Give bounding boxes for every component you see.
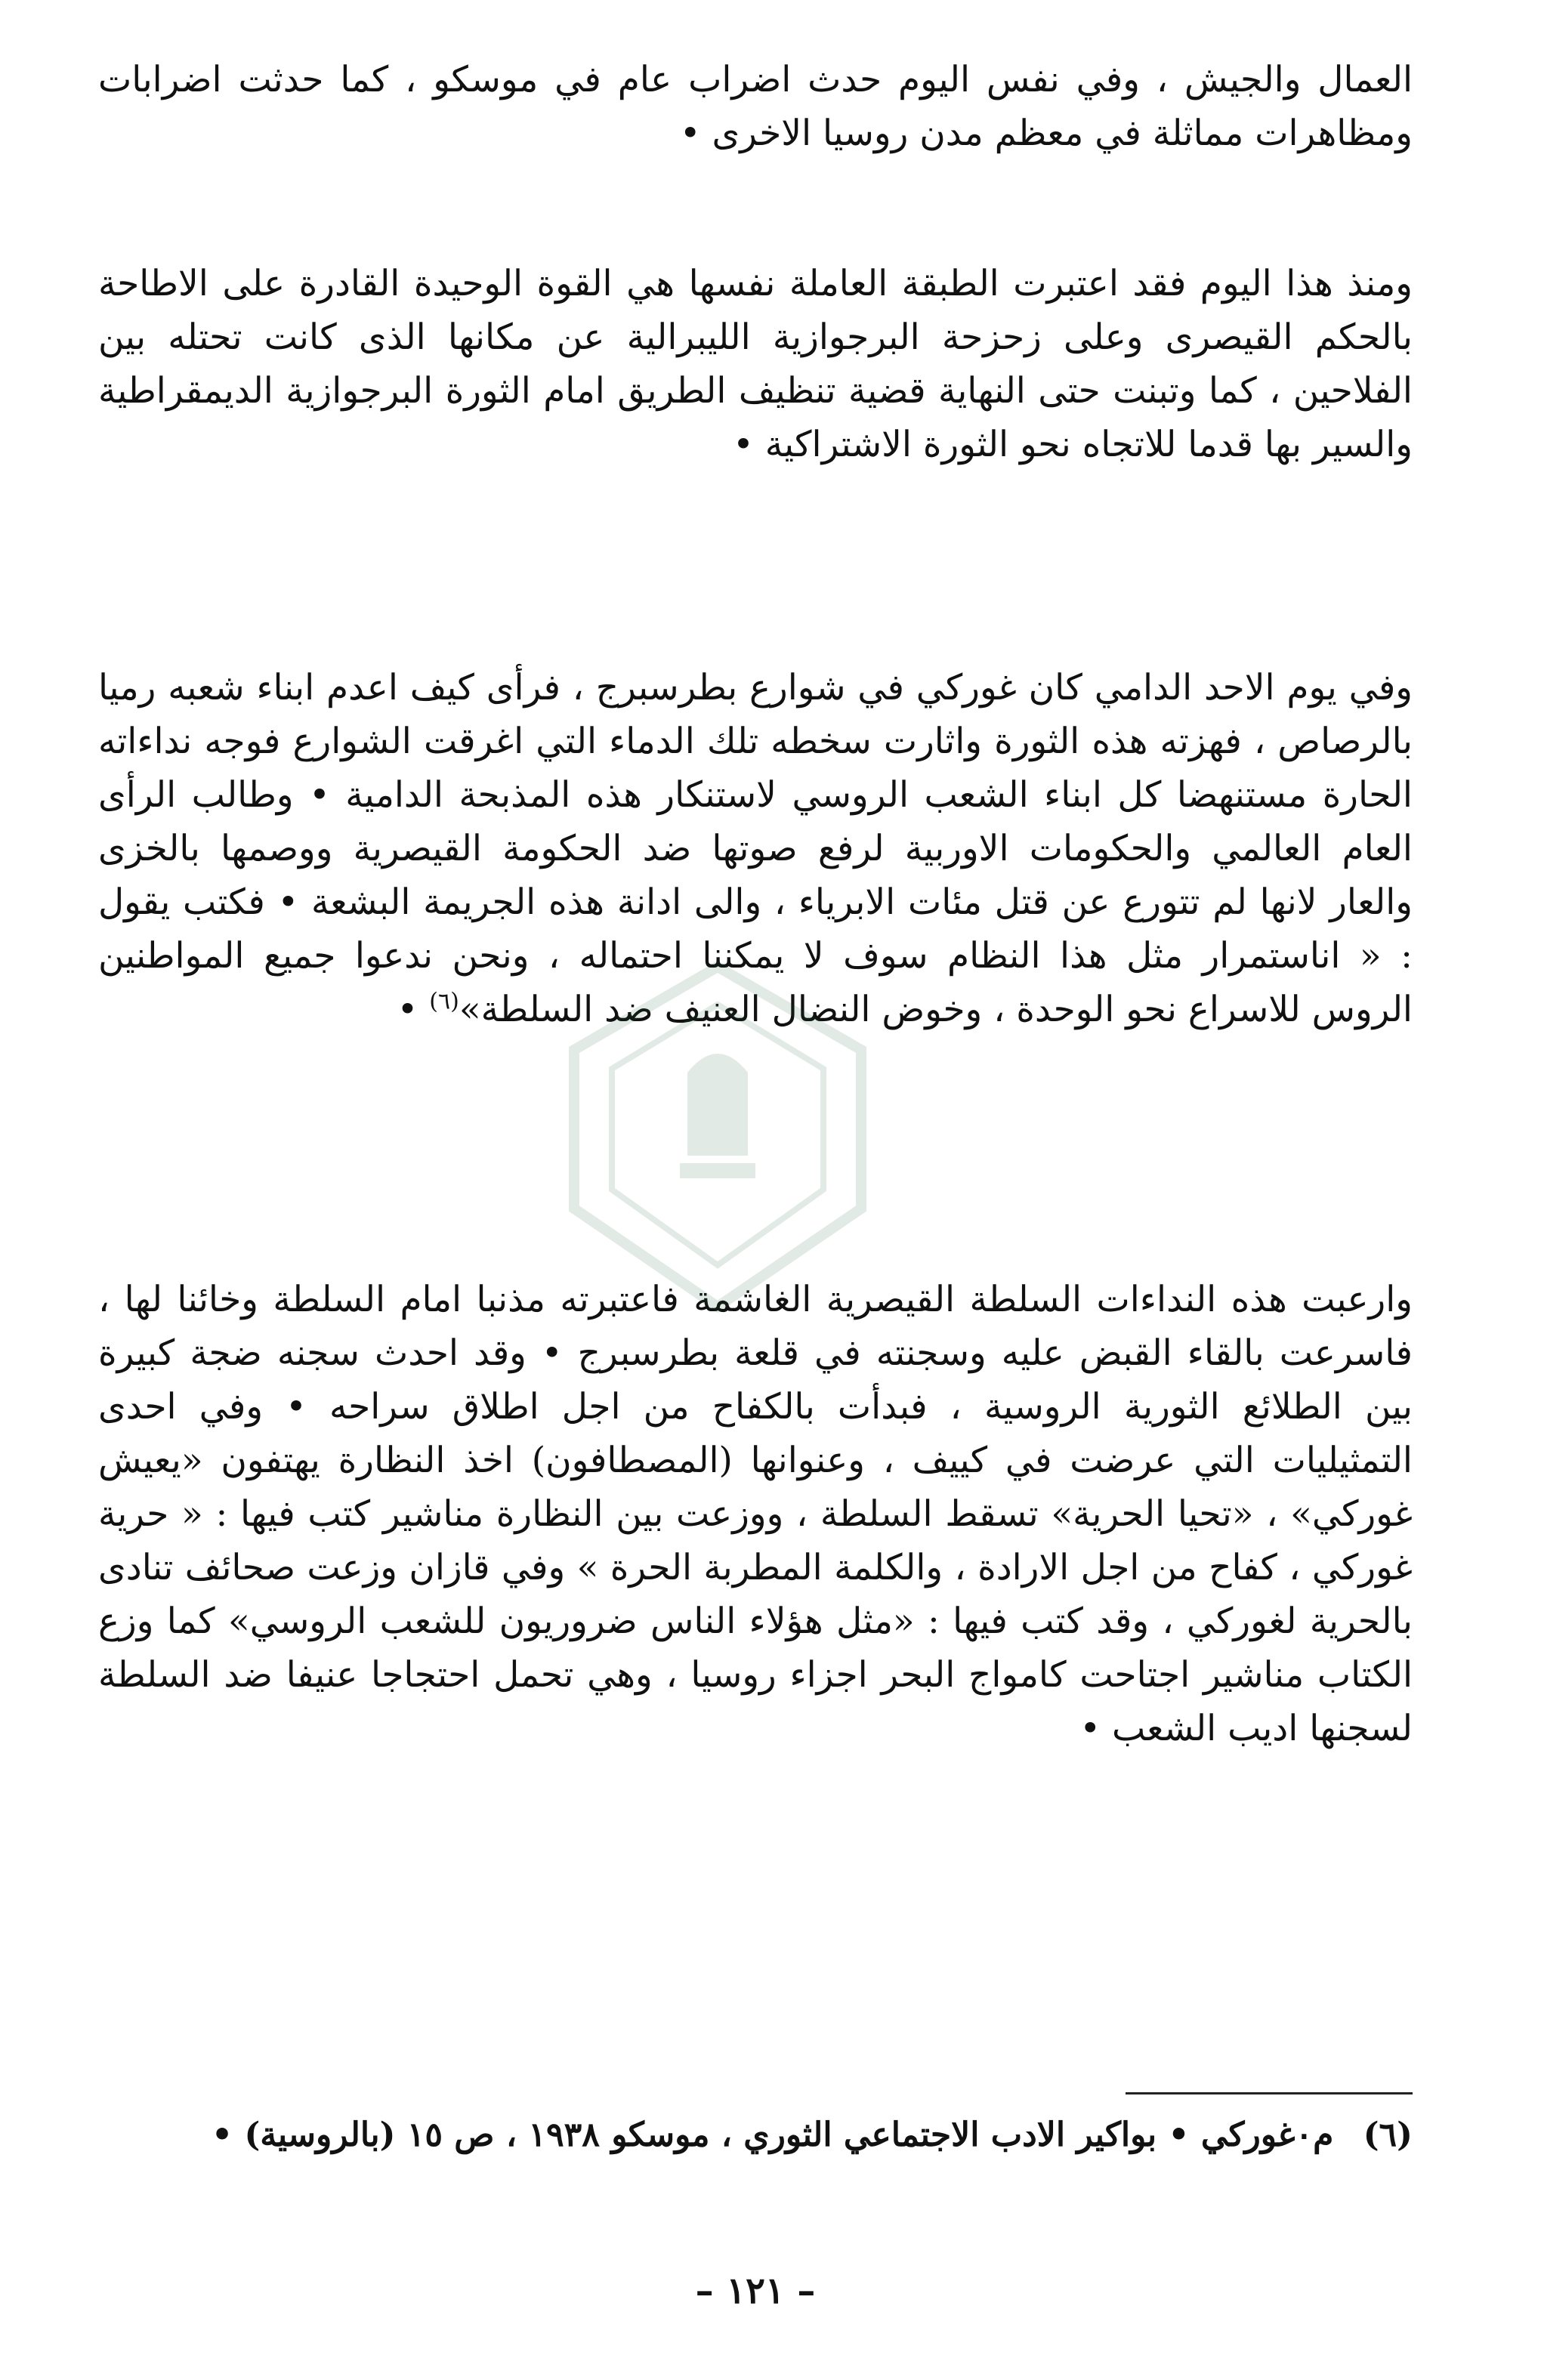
- footnote-number: (٦): [1363, 2116, 1413, 2154]
- page-number: – ١٢١ –: [695, 2270, 816, 2312]
- footnote-reference[interactable]: (٦): [429, 988, 459, 1015]
- paragraph-1: العمال والجيش ، وفي نفس اليوم حدث اضراب عام في موسكو ، كما حدثت اضرابات ومظاهرات مماثلة في معظم مدن روسيا الاخرى •: [98, 59, 1413, 154]
- paragraph-3-end: •: [397, 989, 430, 1030]
- paragraph-2: ومنذ هذا اليوم فقد اعتبرت الطبقة العاملة نفسها هي القوة الوحيدة القادرة على الاطاحة بالحكم القيصرى وعلى زحزحة البرجوازية الليبرالية عن مكانها الذى كانت تحتله بين الفلاحين ، كما وتبنت حتى النهاية قضية تنظيف الطريق امام الثورة البرجوازية الديمقراطية والسير بها قدما للاتجاه نحو الثورة الاشتراكية •: [98, 263, 1413, 465]
- footnote-divider: [1126, 2092, 1413, 2094]
- paragraph-3-text: وفي يوم الاحد الدامي كان غوركي في شوارع بطرسبرج ، فرأى كيف اعدم ابناء شعبه رميا بالرصاص ، فهزته هذه الثورة واثارت سخطه تلك الدماء التي اغرقت الشوارع فوجه نداءاته الحارة مستنهضا كل ابناء الشعب الروسي لاستنكار هذه المذبحة الدامية • وطالب الرأى العام العالمي والحكومات الاوربية لرفع صوتها ضد الحكومة القيصرية ووصمها بالخزى والعار لانها لم تتورع عن قتل مئات الابرياء ، والى ادانة هذه الجريمة البشعة • فكتب يقول : « اناستمرار مثل هذا النظام سوف لا يمكننا احتماله ، ونحن ندعوا جميع المواطنين الروس للاسراع نحو الوحدة ، وخوض النضال العنيف ضد السلطة»: [98, 667, 1413, 1030]
- footnote: [98, 2111, 1413, 2159]
- paragraph-4: وارعبت هذه النداءات السلطة القيصرية الغاشمة فاعتبرته مذنبا امام السلطة وخائنا لها ، فاسرعت بالقاء القبض عليه وسجنته في قلعة بطرسبرج • وقد احدث سجنه ضجة كبيرة بين الطلائع الثورية الروسية ، فبدأت بالكفاح من اجل اطلاق سراحه • وفي احدى التمثيليات التي عرضت في كييف ، وعنوانها (المصطافون) اخذ النظارة يهتفون «يعيش غوركي» ، «تحيا الحرية» تسقط السلطة ، ووزعت بين النظارة مناشير كتب فيها : « حرية غوركي ، كفاح من اجل الارادة ، والكلمة المطربة الحرة » وفي قازان وزعت صحائف تنادى بالحرية لغوركي ، وقد كتب فيها : «مثل هؤلاء الناس ضروريون للشعب الروسي» كما وزع الكتاب مناشير اجتاحت كامواج البحر اجزاء روسيا ، وهي تحمل احتجاجا عنيفا ضد السلطة لسجنها اديب الشعب •: [98, 1279, 1413, 1749]
- library-seal-watermark-icon: [559, 959, 876, 1314]
- footnote-text: م٠غوركي • بواكير الادب الاجتماعي الثوري ، موسكو ١٩٣٨ ، ص ١٥ (بالروسية) •: [212, 2116, 1334, 2154]
